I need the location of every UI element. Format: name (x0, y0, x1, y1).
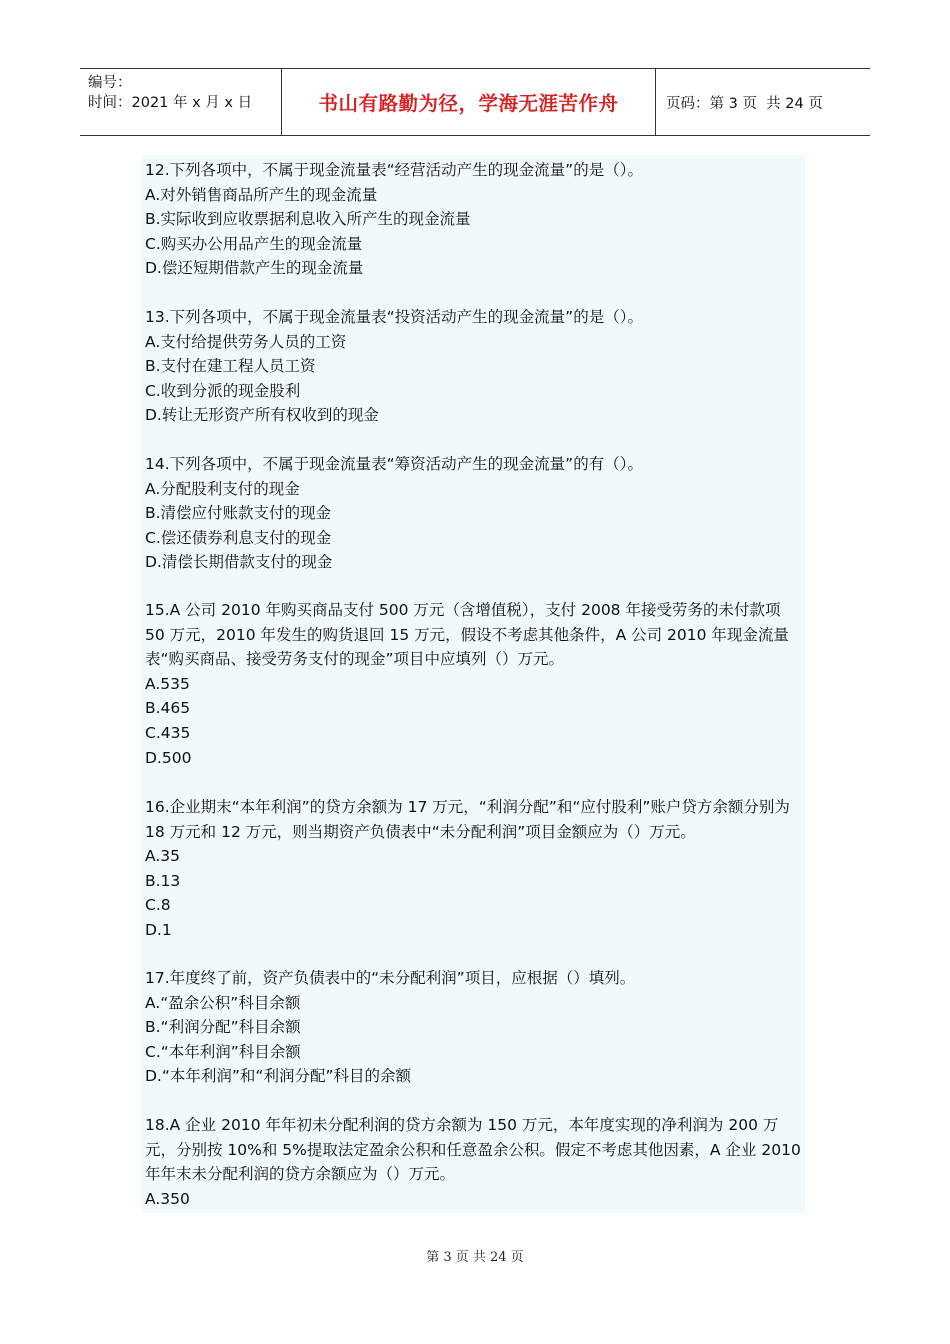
question-16 (145, 795, 801, 943)
time-label: 时间：2021 年 x 月 x 日 (88, 95, 253, 111)
option-a: A.535 (145, 674, 190, 693)
option-d: D.清偿长期借款支付的现金 (145, 553, 333, 572)
header-motto: 书山有路勤为径，学海无涯苦作舟 (318, 92, 619, 115)
option-b: B.“利润分配”科目余额 (145, 1018, 301, 1037)
question-13 (145, 305, 801, 428)
question-stem: 15.A 公司 2010 年购买商品支付 500 万元（含增值税），支付 2008 年接受劳务的未付款项 50 万元，2010 年发生的购货退回 15 万元，假设不考虑其他条件，A 公司 2010 年现金流量表“购买商品、接受劳务支付的现金”项目中应填列（）万元。 (145, 601, 789, 669)
serial-label: 编号： (88, 75, 132, 91)
page-footer: 第 3 页 共 24 页 (426, 1250, 524, 1265)
option-a: A.分配股利支付的现金 (145, 479, 300, 498)
question-stem: 18.A 企业 2010 年年初未分配利润的贷方余额为 150 万元，本年度实现的净利润为 200 万元，分别按 10%和 5%提取法定盈余公积和任意盈余公积。假定不考虑其他因素，A 企业 2010 年年末未分配利润的贷方余额应为（）万元。 (145, 1116, 801, 1184)
option-a: A.对外销售商品所产生的现金流量 (145, 185, 378, 204)
option-d: D.1 (145, 920, 172, 939)
question-stem: 12.下列各项中，不属于现金流量表“经营活动产生的现金流量”的是（）。 (145, 161, 643, 179)
option-a: A.支付给提供劳务人员的工资 (145, 332, 347, 351)
question-stem: 16.企业期末“本年利润”的贷方余额为 17 万元，“利润分配”和“应付股利”账户贷方余额分别为 18 万元和 12 万元，则当期资产负债表中“未分配利润”项目金额应为（）万元。 (145, 798, 790, 841)
option-d: D.“本年利润”和“利润分配”科目的余额 (145, 1067, 411, 1086)
option-a: A.35 (145, 847, 180, 866)
question-stem: 13.下列各项中，不属于现金流量表“投资活动产生的现金流量”的是（）。 (145, 308, 643, 326)
question-15 (145, 598, 801, 770)
question-18 (145, 1113, 801, 1211)
header-page-info-cell (656, 69, 870, 135)
option-c: C.偿还债券利息支付的现金 (145, 528, 332, 547)
option-c: C.“本年利润”科目余额 (145, 1042, 301, 1061)
option-b: B.465 (145, 699, 191, 718)
question-12 (145, 158, 801, 281)
option-b: B.实际收到应收票据利息收入所产生的现金流量 (145, 210, 471, 229)
option-c: C.435 (145, 723, 191, 742)
option-d: D.偿还短期借款产生的现金流量 (145, 259, 364, 278)
option-b: B.13 (145, 871, 181, 890)
question-17 (145, 966, 801, 1089)
page-info: 页码：第 3 页 共 24 页 (666, 95, 823, 112)
option-d: D.转让无形资产所有权收到的现金 (145, 406, 379, 425)
option-b: B.支付在建工程人员工资 (145, 357, 316, 376)
option-c: C.8 (145, 896, 171, 915)
header-motto-cell (282, 69, 656, 135)
question-stem: 17.年度终了前，资产负债表中的“未分配利润”项目，应根据（）填列。 (145, 969, 636, 987)
option-a: A.350 (145, 1189, 190, 1208)
page-header (80, 68, 870, 136)
question-14 (145, 452, 801, 575)
option-a: A.“盈余公积”科目余额 (145, 993, 301, 1012)
question-content (141, 155, 805, 1213)
option-d: D.500 (145, 748, 192, 767)
option-c: C.收到分派的现金股利 (145, 381, 301, 400)
option-b: B.清偿应付账款支付的现金 (145, 504, 332, 523)
option-c: C.购买办公用品产生的现金流量 (145, 234, 363, 253)
question-stem: 14.下列各项中，不属于现金流量表“筹资活动产生的现金流量”的有（）。 (145, 455, 643, 473)
header-meta (80, 69, 282, 135)
